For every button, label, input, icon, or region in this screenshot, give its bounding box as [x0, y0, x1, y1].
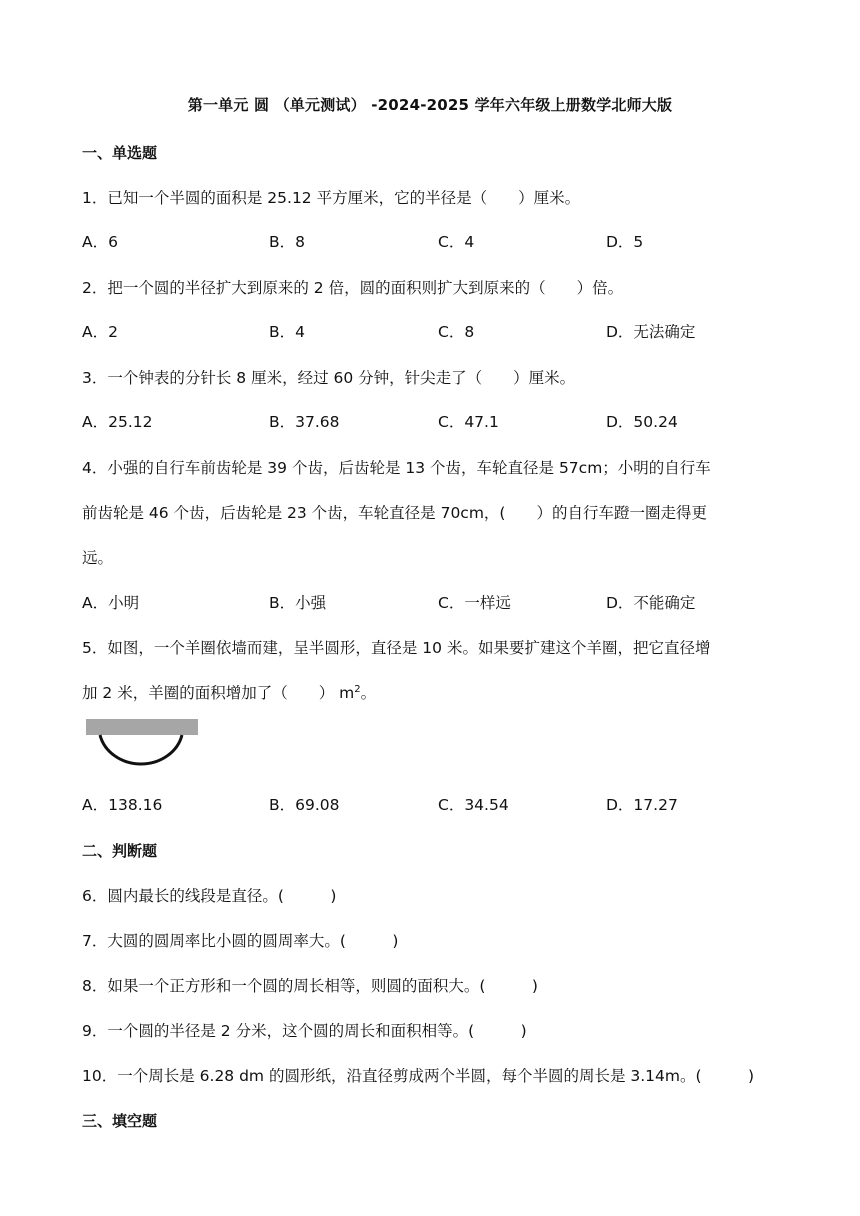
question-5-options [82, 793, 782, 817]
section-heading-single-choice: 一、单选题 [82, 144, 158, 162]
option-a: A．6 [82, 233, 118, 251]
question-3-options [82, 410, 782, 434]
question-10: 10．一个周长是 6.28 dm 的圆形纸，沿直径剪成两个半圆，每个半圆的周长是 3.14m。( ) [82, 1067, 755, 1085]
question-6: 6．圆内最长的线段是直径。( ) [82, 887, 337, 905]
option-c: C．4 [438, 233, 475, 251]
superscript-unit: 2 [354, 683, 361, 695]
question-5-end: 。 [360, 684, 377, 702]
question-5-text: 加 2 米，羊圈的面积增加了（ ） m [82, 684, 355, 702]
option-b: B．4 [269, 323, 305, 341]
question-5-line-1: 5．如图，一个羊圈依墙而建，呈半圆形，直径是 10 米。如果要扩建这个羊圈，把它直径增 [82, 639, 711, 657]
question-1-options [82, 230, 782, 254]
semicircle-arc [100, 735, 182, 764]
option-c: C．一样远 [438, 594, 511, 612]
wall-bar [86, 719, 198, 735]
option-b: B．小强 [269, 594, 327, 612]
option-d: D．50.24 [606, 413, 678, 431]
question-1: 1．已知一个半圆的面积是 25.12 平方厘米，它的半径是（ ）厘米。 [82, 189, 581, 207]
option-b: B．37.68 [269, 413, 340, 431]
option-b: B．8 [269, 233, 305, 251]
section-heading-fill-blank: 三、填空题 [82, 1112, 158, 1130]
semicircle-pen-figure [86, 719, 198, 773]
option-d: D．不能确定 [606, 594, 696, 612]
question-2: 2．把一个圆的半径扩大到原来的 2 倍，圆的面积则扩大到原来的（ ）倍。 [82, 279, 624, 297]
question-2-options [82, 320, 782, 344]
question-4-line-2: 前齿轮是 46 个齿，后齿轮是 23 个齿，车轮直径是 70cm，( ）的自行车蹬一圈走得更 [82, 504, 707, 522]
option-c: C．8 [438, 323, 475, 341]
section-heading-true-false: 二、判断题 [82, 842, 158, 860]
option-b: B．69.08 [269, 796, 340, 814]
option-a: A．25.12 [82, 413, 153, 431]
question-7: 7．大圆的圆周率比小圆的圆周率大。( ) [82, 932, 399, 950]
question-8: 8．如果一个正方形和一个圆的周长相等，则圆的面积大。( ) [82, 977, 538, 995]
question-9: 9．一个圆的半径是 2 分米，这个圆的周长和面积相等。( ) [82, 1022, 527, 1040]
option-a: A．138.16 [82, 796, 163, 814]
question-4-line-3: 远。 [82, 549, 114, 567]
option-d: D．无法确定 [606, 323, 696, 341]
page-title: 第一单元 圆 （单元测试） -2024-2025 学年六年级上册数学北师大版 [187, 96, 673, 114]
option-d: D．17.27 [606, 796, 678, 814]
option-c: C．47.1 [438, 413, 499, 431]
question-5-line-2 [82, 681, 376, 703]
question-4-line-1: 4．小强的自行车前齿轮是 39 个齿，后齿轮是 13 个齿，车轮直径是 57cm；小明的自行车 [82, 459, 711, 477]
question-4-options [82, 591, 782, 615]
option-c: C．34.54 [438, 796, 509, 814]
option-a: A．小明 [82, 594, 140, 612]
question-3: 3．一个钟表的分针长 8 厘米，经过 60 分钟，针尖走了（ ）厘米。 [82, 369, 576, 387]
option-d: D．5 [606, 233, 644, 251]
option-a: A．2 [82, 323, 118, 341]
